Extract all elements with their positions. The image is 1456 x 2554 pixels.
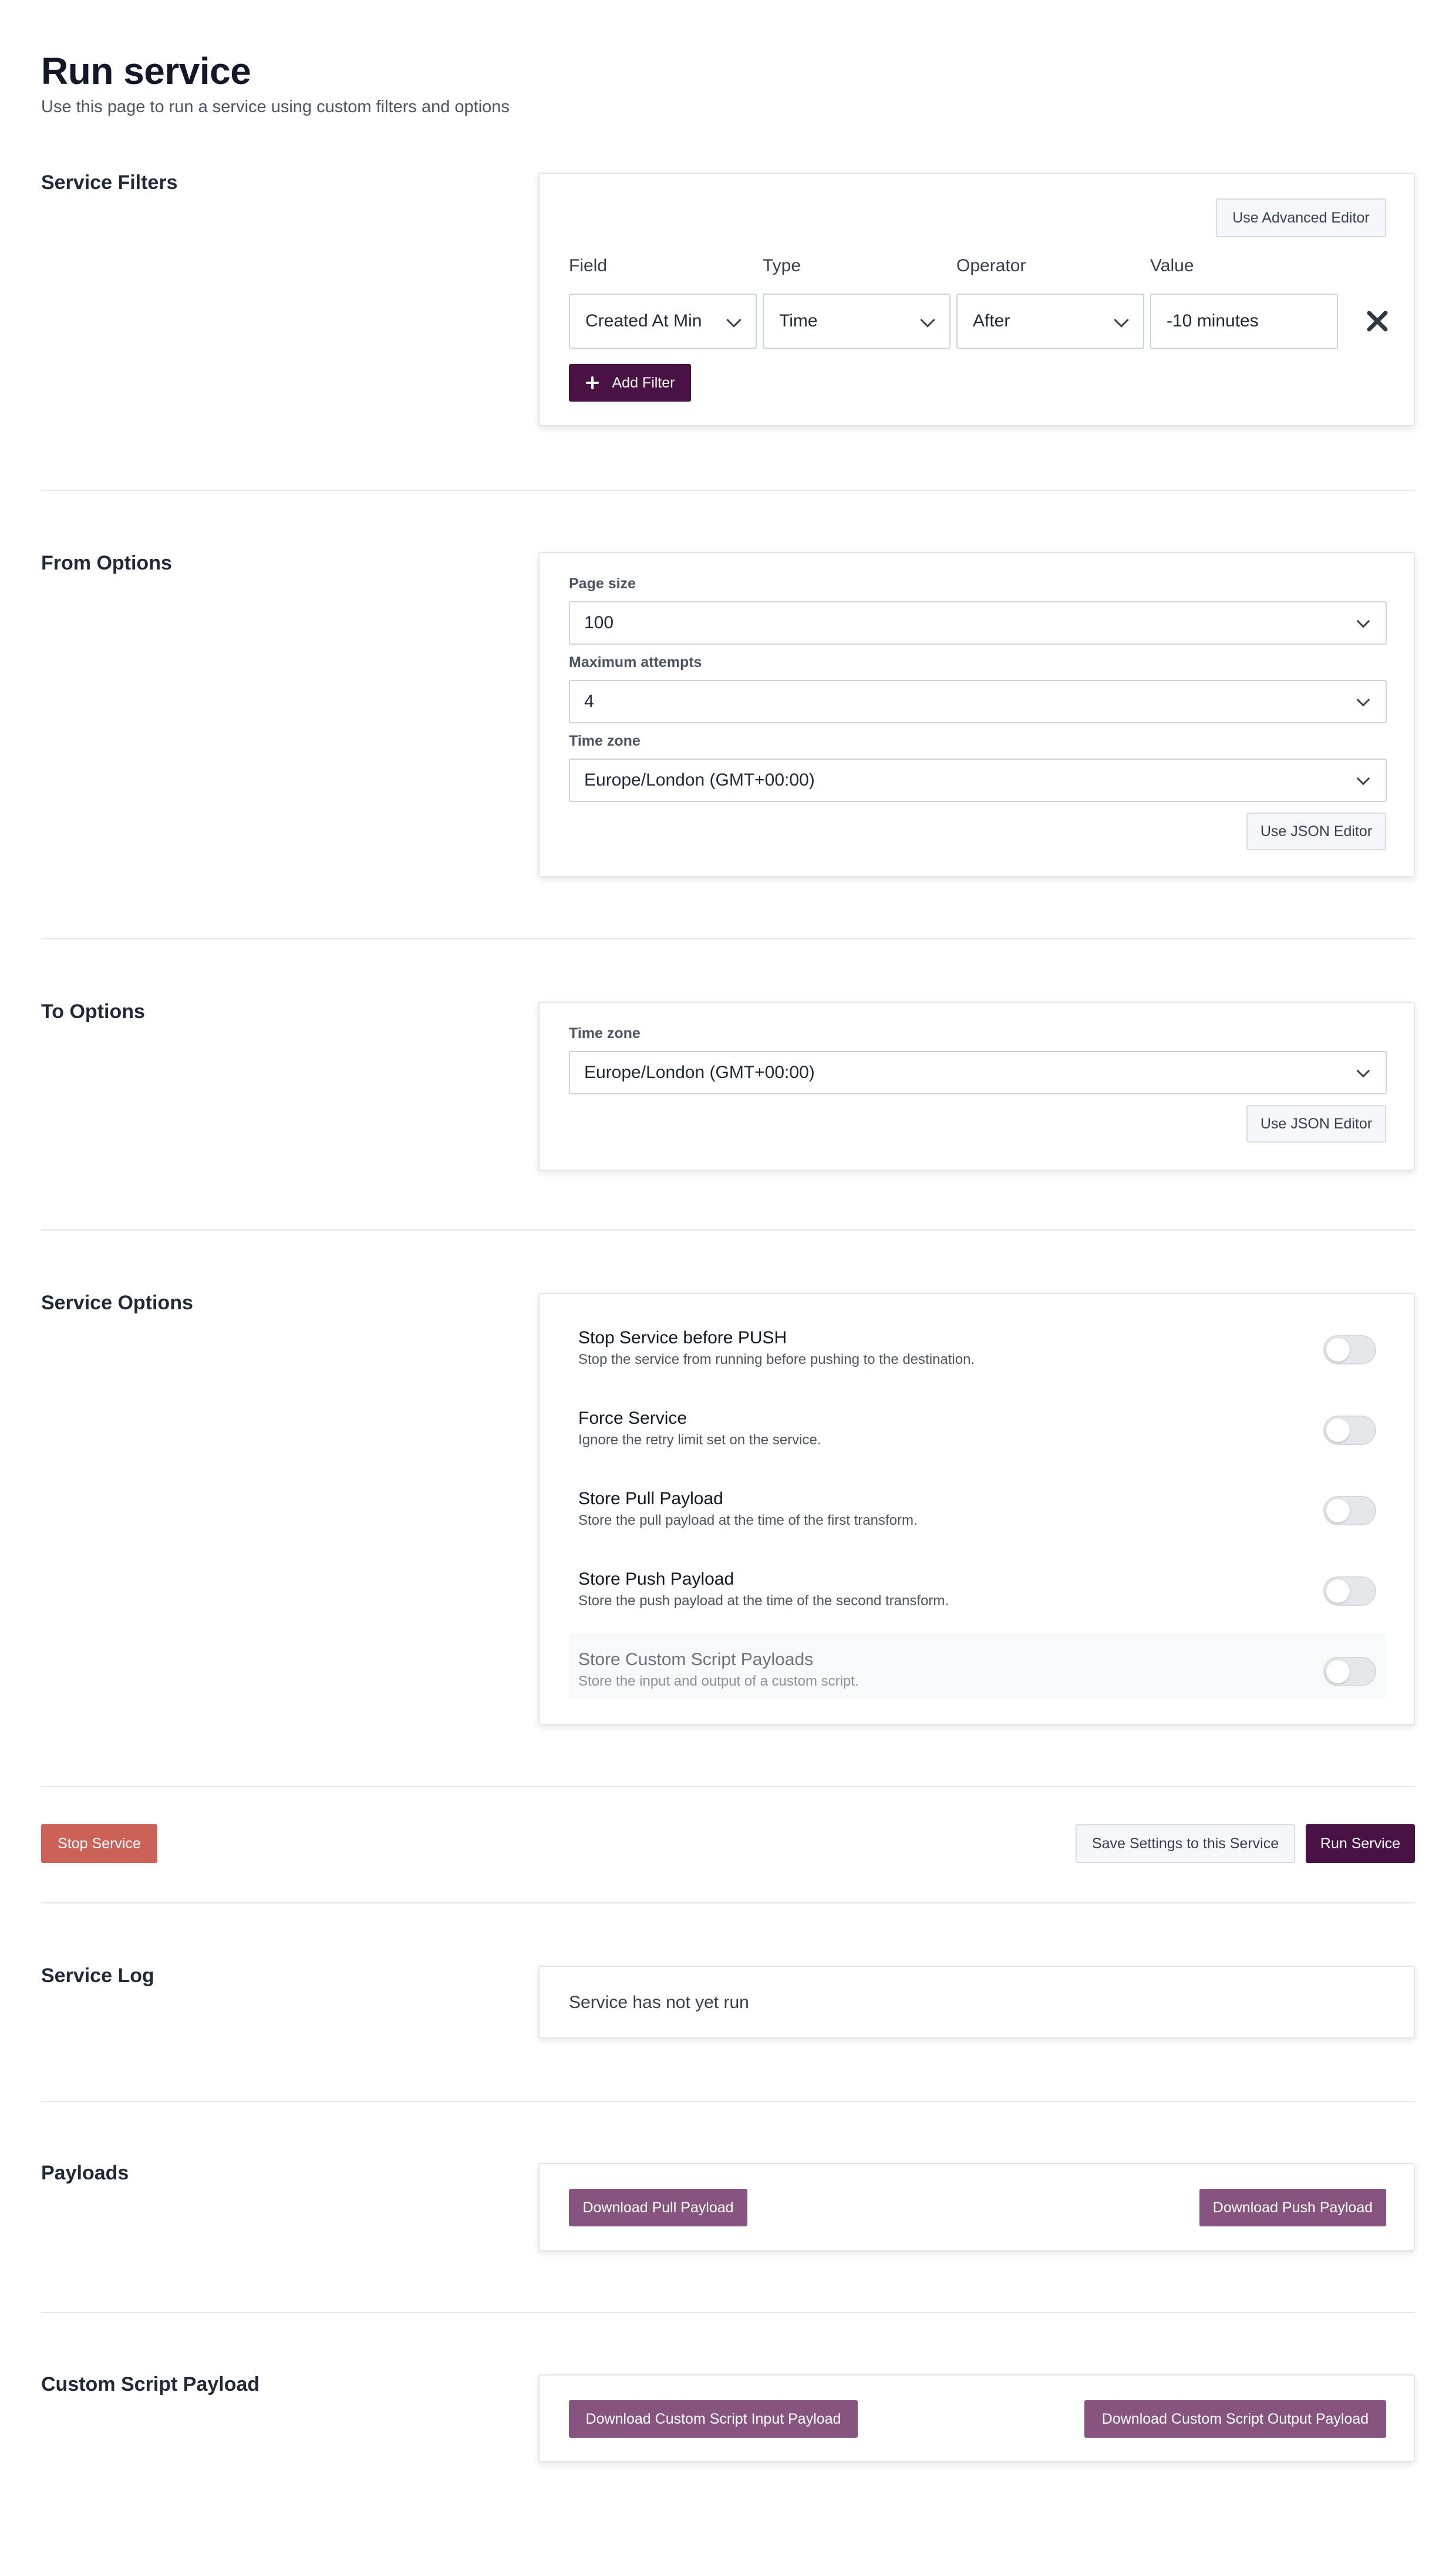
option-store-push-payload xyxy=(569,1553,1387,1618)
filter-operator-value: After xyxy=(973,311,1010,331)
service-options-card xyxy=(538,1293,1415,1725)
chevron-down-icon xyxy=(1357,693,1370,707)
to-timezone-label: Time zone xyxy=(569,1025,641,1042)
from-timezone-label: Time zone xyxy=(569,733,641,749)
page-title: Run service xyxy=(41,50,251,92)
download-push-payload-button[interactable]: Download Push Payload xyxy=(1199,2189,1386,2226)
option-title: Force Service xyxy=(578,1409,687,1428)
field-column-header: Field xyxy=(569,256,608,275)
max-attempts-select[interactable] xyxy=(569,680,1387,723)
to-options-card xyxy=(538,1002,1415,1171)
option-store-pull-payload xyxy=(569,1473,1387,1537)
filter-type-select[interactable] xyxy=(763,294,951,349)
option-description: Store the push payload at the time of the second transform. xyxy=(578,1593,949,1609)
to-timezone-value: Europe/London (GMT+00:00) xyxy=(584,1063,815,1082)
section-divider xyxy=(41,1786,1415,1787)
page-subtitle: Use this page to run a service using custom filters and options xyxy=(41,97,510,116)
toggle-knob xyxy=(1326,1338,1350,1362)
option-description: Store the pull payload at the time of the first transform. xyxy=(578,1512,918,1528)
run-service-button[interactable]: Run Service xyxy=(1306,1824,1415,1863)
force-service-toggle[interactable] xyxy=(1323,1416,1376,1445)
remove-filter-icon[interactable] xyxy=(1366,310,1388,332)
toggle-knob xyxy=(1326,1499,1350,1522)
filter-field-value: Created At Min xyxy=(585,311,702,331)
download-custom-script-output-button[interactable]: Download Custom Script Output Payload xyxy=(1084,2400,1386,2438)
download-pull-payload-button[interactable]: Download Pull Payload xyxy=(569,2189,747,2226)
payloads-label: Payloads xyxy=(41,2162,129,2184)
save-settings-button[interactable]: Save Settings to this Service xyxy=(1076,1824,1295,1863)
toggle-knob xyxy=(1326,1418,1350,1442)
service-filters-label: Service Filters xyxy=(41,171,178,194)
plus-icon xyxy=(585,376,599,390)
service-log-label: Service Log xyxy=(41,1965,154,1987)
option-stop-before-push xyxy=(569,1312,1387,1376)
section-divider xyxy=(41,1229,1415,1231)
from-options-label: From Options xyxy=(41,552,172,574)
option-title: Store Push Payload xyxy=(578,1569,734,1589)
option-title: Store Custom Script Payloads xyxy=(578,1650,814,1669)
type-column-header: Type xyxy=(763,256,801,275)
to-timezone-select[interactable] xyxy=(569,1051,1387,1094)
section-divider xyxy=(41,2312,1415,2313)
page-size-select[interactable] xyxy=(569,601,1387,645)
section-divider xyxy=(41,2101,1415,2102)
max-attempts-label: Maximum attempts xyxy=(569,654,702,670)
chevron-down-icon xyxy=(1357,615,1370,628)
download-custom-script-input-button[interactable]: Download Custom Script Input Payload xyxy=(569,2400,858,2438)
use-advanced-editor-button[interactable]: Use Advanced Editor xyxy=(1216,198,1386,237)
option-title: Stop Service before PUSH xyxy=(578,1328,787,1347)
filter-type-value: Time xyxy=(779,311,818,331)
page-size-value: 100 xyxy=(584,613,614,632)
page-size-label: Page size xyxy=(569,575,636,592)
filter-value-text: -10 minutes xyxy=(1167,311,1259,331)
section-divider xyxy=(41,1902,1415,1903)
stop-before-push-toggle[interactable] xyxy=(1323,1335,1376,1364)
from-timezone-select[interactable] xyxy=(569,759,1387,802)
section-divider xyxy=(41,490,1415,491)
value-column-header: Value xyxy=(1150,256,1194,275)
from-json-editor-button[interactable]: Use JSON Editor xyxy=(1246,813,1386,850)
option-title: Store Pull Payload xyxy=(578,1489,723,1508)
filter-value-input[interactable] xyxy=(1150,294,1338,349)
store-pull-payload-toggle[interactable] xyxy=(1323,1496,1376,1525)
to-json-editor-button[interactable]: Use JSON Editor xyxy=(1246,1105,1386,1143)
add-filter-button[interactable] xyxy=(569,364,691,402)
add-filter-label: Add Filter xyxy=(612,374,675,391)
toggle-knob xyxy=(1326,1579,1350,1603)
chevron-down-icon xyxy=(1357,772,1370,786)
option-description: Store the input and output of a custom script. xyxy=(578,1673,859,1689)
service-options-label: Service Options xyxy=(41,1292,193,1314)
service-log-message: Service has not yet run xyxy=(569,1993,749,2012)
chevron-down-icon xyxy=(1357,1064,1370,1078)
custom-script-payload-label: Custom Script Payload xyxy=(41,2373,260,2395)
option-description: Ignore the retry limit set on the service. xyxy=(578,1432,821,1448)
option-store-custom-script-payloads xyxy=(569,1633,1387,1698)
chevron-down-icon xyxy=(920,312,935,327)
operator-column-header: Operator xyxy=(956,256,1026,275)
option-description: Stop the service from running before pushing to the destination. xyxy=(578,1352,975,1367)
store-push-payload-toggle[interactable] xyxy=(1323,1576,1376,1606)
toggle-knob xyxy=(1326,1660,1350,1683)
to-options-label: To Options xyxy=(41,1000,145,1023)
store-custom-script-payloads-toggle[interactable] xyxy=(1323,1657,1376,1686)
chevron-down-icon xyxy=(1114,312,1128,327)
max-attempts-value: 4 xyxy=(584,692,594,711)
payloads-card xyxy=(538,2163,1415,2251)
section-divider xyxy=(41,938,1415,939)
stop-service-button[interactable]: Stop Service xyxy=(41,1824,157,1863)
from-timezone-value: Europe/London (GMT+00:00) xyxy=(584,770,815,790)
filter-field-select[interactable] xyxy=(569,294,757,349)
service-log-card xyxy=(538,1966,1415,2039)
custom-script-payload-card xyxy=(538,2374,1415,2462)
option-force-service xyxy=(569,1392,1387,1457)
from-options-card xyxy=(538,552,1415,877)
chevron-down-icon xyxy=(726,312,741,327)
filter-operator-select[interactable] xyxy=(956,294,1144,349)
service-filters-card xyxy=(538,173,1415,426)
